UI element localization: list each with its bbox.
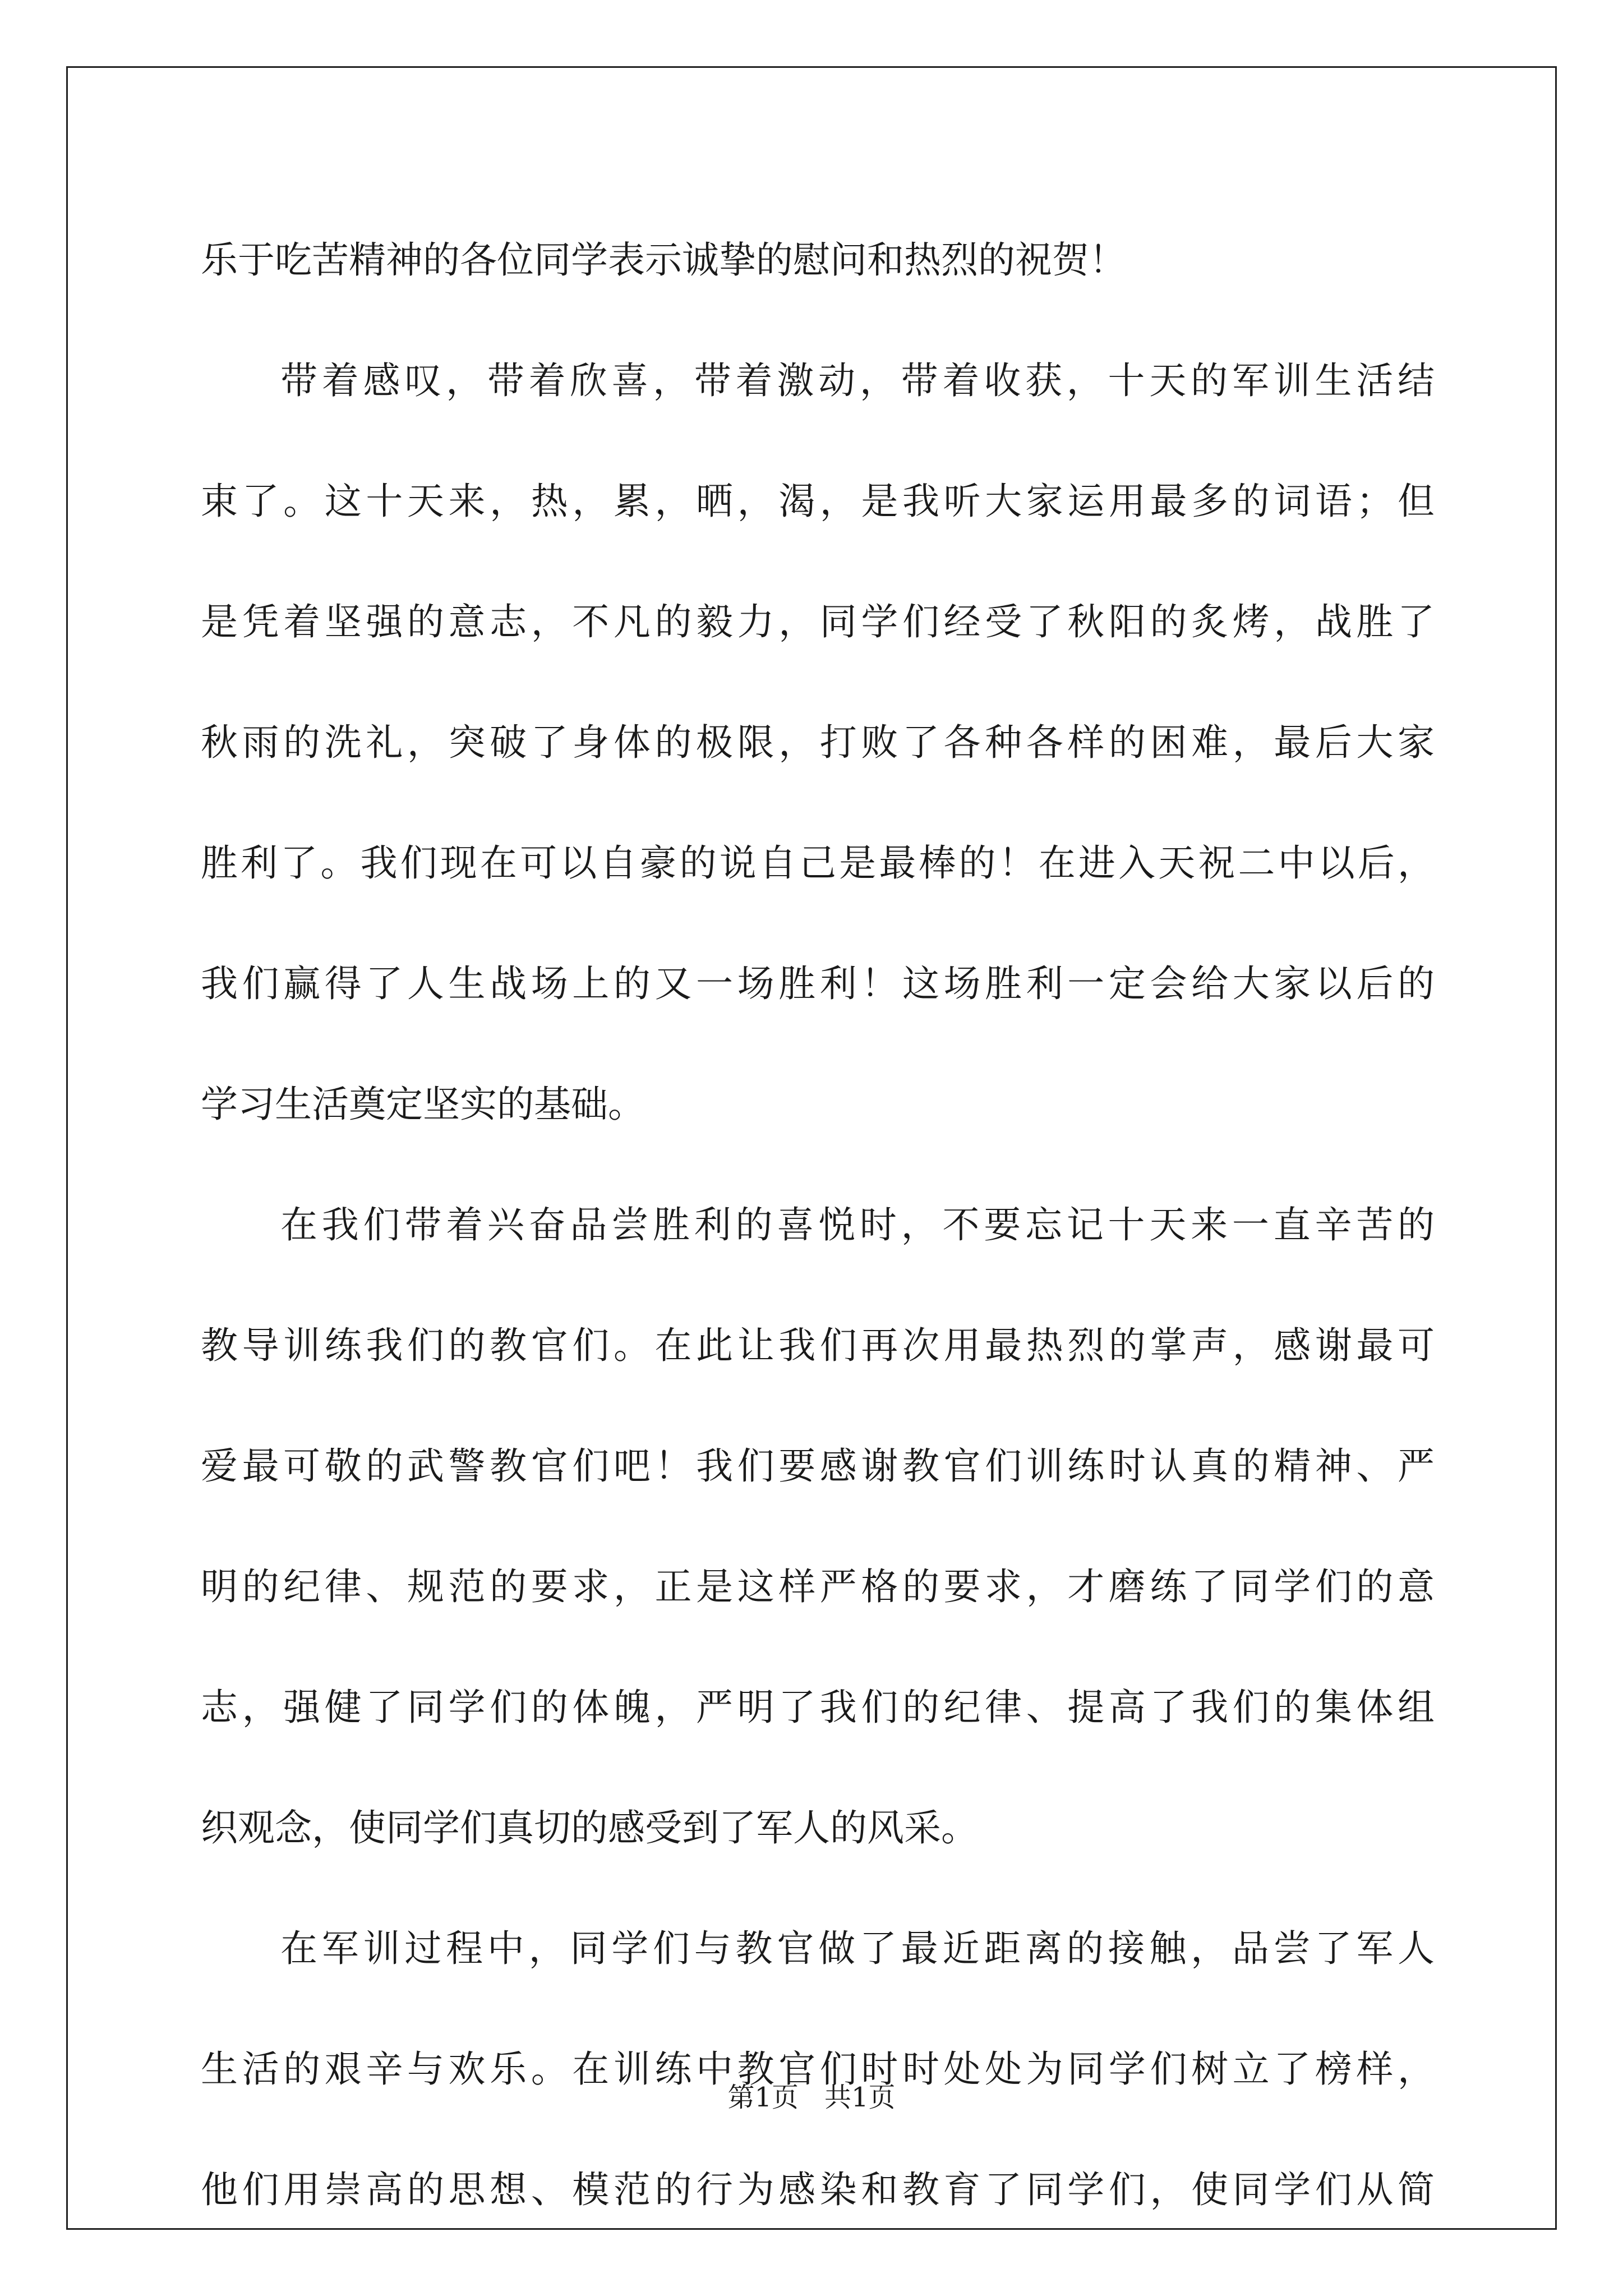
text-line: 秋雨的洗礼，突破了身体的极限，打败了各种各样的困难，最后大家 bbox=[201, 721, 1435, 764]
text-line: 他们用崇高的思想、模范的行为感染和教育了同学们，使同学们从简 bbox=[201, 2168, 1435, 2211]
text-line: 生活的艰辛与欢乐。在训练中教官们时时处处为同学们树立了榜样， bbox=[201, 2047, 1435, 2091]
text-line: 教导训练我们的教官们。在此让我们再次用最热烈的掌声，感谢最可 bbox=[201, 1324, 1435, 1367]
page-footer bbox=[0, 2076, 1623, 2114]
text-line: 明的纪律、规范的要求，正是这样严格的要求，才磨练了同学们的意 bbox=[201, 1565, 1435, 1608]
text-line: 爱最可敬的武警教官们吧！我们要感谢教官们训练时认真的精神、严 bbox=[201, 1444, 1435, 1488]
text-line: 束了。这十天来，热，累，晒，渴，是我听大家运用最多的词语；但 bbox=[201, 480, 1435, 523]
text-line: 带着感叹，带着欣喜，带着激动，带着收获，十天的军训生活结 bbox=[280, 359, 1435, 402]
page-number: 第1页 bbox=[727, 2082, 799, 2113]
text-line: 在军训过程中，同学们与教官做了最近距离的接触，品尝了军人 bbox=[280, 1927, 1435, 1970]
page-total: 共1页 bbox=[824, 2082, 896, 2113]
text-line: 乐于吃苦精神的各位同学表示诚挚的慰问和热烈的祝贺！ bbox=[201, 238, 1126, 282]
text-line: 在我们带着兴奋品尝胜利的喜悦时，不要忘记十天来一直辛苦的 bbox=[280, 1203, 1435, 1246]
text-line: 学习生活奠定坚实的基础。 bbox=[201, 1083, 645, 1126]
text-line: 织观念，使同学们真切的感受到了军人的风采。 bbox=[201, 1806, 978, 1849]
text-line: 志，强健了同学们的体魄，严明了我们的纪律、提高了我们的集体组 bbox=[201, 1686, 1435, 1729]
text-line: 我们赢得了人生战场上的又一场胜利！这场胜利一定会给大家以后的 bbox=[201, 962, 1435, 1005]
text-line: 胜利了。我们现在可以自豪的说自己是最棒的！在进入天祝二中以后， bbox=[201, 841, 1435, 885]
text-line: 是凭着坚强的意志，不凡的毅力，同学们经受了秋阳的炙烤，战胜了 bbox=[201, 600, 1435, 643]
document-body bbox=[201, 200, 1435, 2250]
